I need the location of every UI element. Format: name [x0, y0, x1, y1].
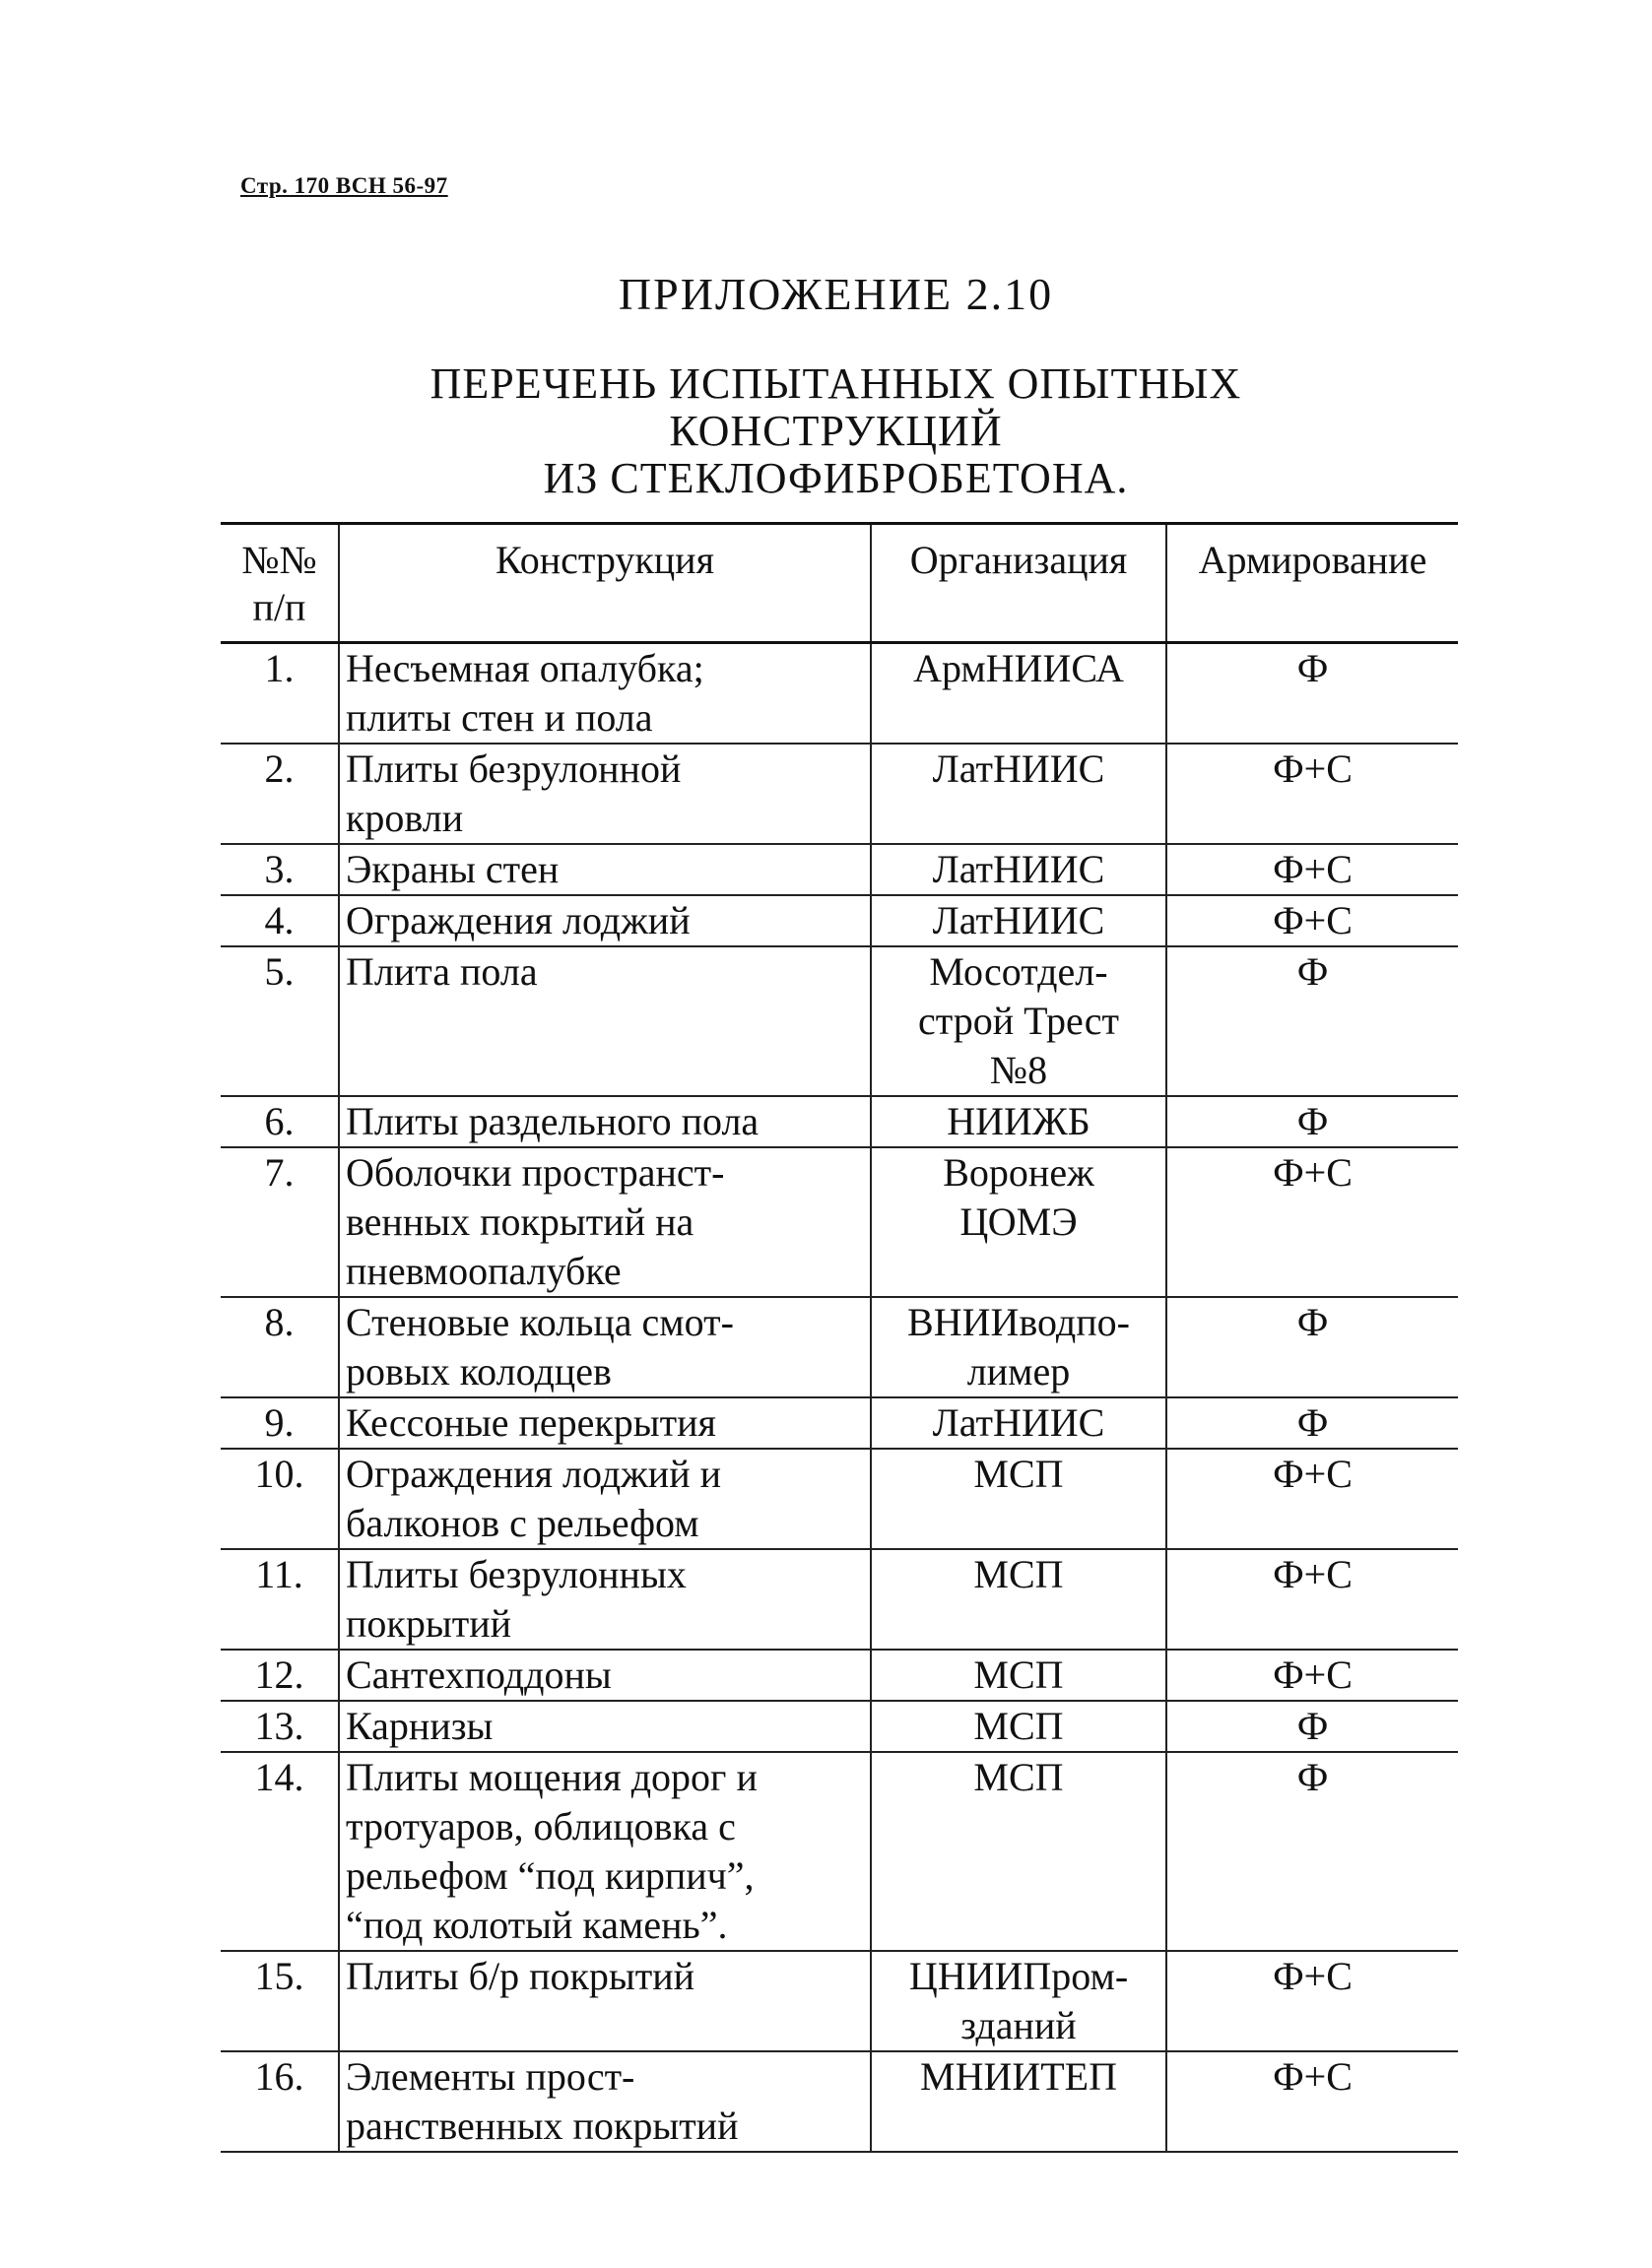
row-construction: [339, 844, 871, 895]
row-organization: [871, 744, 1166, 844]
row-number: 3.: [221, 844, 339, 895]
row-organization: [871, 1297, 1166, 1397]
organization-line: ЦОМЭ: [959, 1199, 1078, 1244]
row-number: 6.: [221, 1096, 339, 1147]
row-reinforcement: Ф: [1166, 1701, 1458, 1752]
table-row: [221, 1449, 1458, 1549]
construction-line: Плиты безрулонной: [346, 746, 682, 791]
organization-line: ЦНИИПром-: [908, 1954, 1129, 1998]
row-organization: [871, 2051, 1166, 2152]
row-organization: [871, 1147, 1166, 1297]
title-line: ПЕРЕЧЕНЬ ИСПЫТАННЫХ ОПЫТНЫХ: [430, 359, 1242, 408]
construction-line: ровых колодцев: [346, 1349, 612, 1393]
organization-line: ЛатНИИС: [932, 746, 1105, 791]
row-number: 10.: [221, 1449, 339, 1549]
row-number: 4.: [221, 895, 339, 946]
table-row: [221, 895, 1458, 946]
organization-line: Мосотдел-: [929, 949, 1108, 994]
construction-line: венных покрытий на: [346, 1199, 694, 1244]
row-construction: [339, 744, 871, 844]
table-row: [221, 844, 1458, 895]
row-organization: [871, 1449, 1166, 1549]
construction-line: тротуаров, облицовка с: [346, 1804, 736, 1848]
construction-line: Ограждения лоджий: [346, 898, 691, 942]
row-reinforcement: Ф+С: [1166, 844, 1458, 895]
row-reinforcement: Ф: [1166, 1297, 1458, 1397]
table-row: [221, 946, 1458, 1096]
row-construction: [339, 643, 871, 745]
row-number: 12.: [221, 1650, 339, 1701]
construction-line: Несъемная опалубка;: [346, 646, 704, 690]
row-number: 14.: [221, 1752, 339, 1951]
table-row: [221, 744, 1458, 844]
row-organization: [871, 1549, 1166, 1650]
construction-line: “под колотый камень”.: [346, 1903, 728, 1947]
row-number: 16.: [221, 2051, 339, 2152]
row-reinforcement: Ф+С: [1166, 1449, 1458, 1549]
organization-line: строй Трест: [917, 999, 1120, 1043]
construction-line: Плиты б/р покрытий: [346, 1954, 695, 1998]
header-organization: Организация: [871, 524, 1166, 643]
construction-line: Плиты мощения дорог и: [346, 1755, 758, 1799]
construction-line: ранственных покрытий: [346, 2104, 739, 2148]
row-reinforcement: Ф: [1166, 643, 1458, 745]
construction-line: Плиты безрулонных: [346, 1552, 687, 1596]
header-number-line: №№: [241, 538, 317, 582]
construction-line: рельефом “под кирпич”,: [346, 1853, 755, 1898]
row-number: 7.: [221, 1147, 339, 1297]
row-organization: [871, 643, 1166, 745]
page-reference: Стр. 170 ВСН 56-97: [240, 173, 448, 198]
row-number: 5.: [221, 946, 339, 1096]
row-reinforcement: Ф+С: [1166, 744, 1458, 844]
construction-line: Экраны стен: [346, 847, 560, 891]
header-number: [221, 524, 339, 643]
organization-line: МСП: [973, 1652, 1064, 1697]
construction-line: кровли: [346, 796, 464, 840]
row-reinforcement: Ф: [1166, 1397, 1458, 1449]
row-reinforcement: Ф+С: [1166, 1650, 1458, 1701]
table-row: [221, 1650, 1458, 1701]
construction-line: балконов с рельефом: [346, 1501, 699, 1545]
row-organization: [871, 1397, 1166, 1449]
construction-line: плиты стен и пола: [346, 695, 653, 740]
organization-line: АрмНИИСА: [913, 646, 1124, 690]
organization-line: зданий: [960, 2003, 1077, 2047]
organization-line: лимер: [966, 1349, 1071, 1393]
row-construction: [339, 1549, 871, 1650]
organization-line: МНИИТЕП: [920, 2054, 1117, 2099]
table-row: [221, 1752, 1458, 1951]
row-organization: [871, 1096, 1166, 1147]
row-reinforcement: Ф+С: [1166, 1147, 1458, 1297]
construction-line: Стеновые кольца смот-: [346, 1300, 734, 1344]
row-construction: [339, 1951, 871, 2051]
construction-line: пневмоопалубке: [346, 1249, 622, 1293]
row-construction: [339, 1096, 871, 1147]
title-line: ИЗ СТЕКЛОФИБРОБЕТОНА.: [543, 454, 1129, 502]
row-reinforcement: Ф: [1166, 1096, 1458, 1147]
document-title: [0, 360, 1652, 502]
row-organization: [871, 1650, 1166, 1701]
appendix-heading: ПРИЛОЖЕНИЕ 2.10: [618, 269, 1054, 319]
table-row: [221, 2051, 1458, 2152]
construction-line: Оболочки пространст-: [346, 1150, 725, 1195]
organization-line: №8: [989, 1048, 1048, 1092]
row-number: 9.: [221, 1397, 339, 1449]
row-construction: [339, 1650, 871, 1701]
organization-line: ВНИИводпо-: [907, 1300, 1130, 1344]
organization-line: МСП: [973, 1704, 1064, 1748]
table-row: [221, 1096, 1458, 1147]
table-row: [221, 1147, 1458, 1297]
organization-line: ЛатНИИС: [932, 898, 1105, 942]
row-construction: [339, 895, 871, 946]
row-reinforcement: Ф+С: [1166, 2051, 1458, 2152]
table-row: [221, 1701, 1458, 1752]
table-row: [221, 1397, 1458, 1449]
row-reinforcement: Ф+С: [1166, 895, 1458, 946]
row-construction: [339, 1449, 871, 1549]
construction-line: Плита пола: [346, 949, 538, 994]
organization-line: ЛатНИИС: [932, 847, 1105, 891]
construction-line: Элементы прост-: [346, 2054, 635, 2099]
organization-line: НИИЖБ: [947, 1099, 1090, 1143]
constructions-table: [221, 522, 1458, 2153]
construction-line: Карнизы: [346, 1704, 494, 1748]
organization-line: Воронеж: [943, 1150, 1094, 1195]
construction-line: Ограждения лоджий и: [346, 1452, 722, 1496]
header-reinforcement: Армирование: [1166, 524, 1458, 643]
table-header-row: [221, 524, 1458, 643]
row-construction: [339, 946, 871, 1096]
row-organization: [871, 895, 1166, 946]
organization-line: ЛатНИИС: [932, 1400, 1105, 1445]
construction-line: Сантехподдоны: [346, 1652, 612, 1697]
construction-line: Кессоные перекрытия: [346, 1400, 716, 1445]
table-row: [221, 643, 1458, 745]
row-reinforcement: Ф+С: [1166, 1951, 1458, 2051]
row-reinforcement: Ф: [1166, 946, 1458, 1096]
table-row: [221, 1297, 1458, 1397]
organization-line: МСП: [973, 1452, 1064, 1496]
row-number: 8.: [221, 1297, 339, 1397]
row-reinforcement: Ф+С: [1166, 1549, 1458, 1650]
table-row: [221, 1549, 1458, 1650]
row-number: 13.: [221, 1701, 339, 1752]
organization-line: МСП: [973, 1552, 1064, 1596]
row-organization: [871, 1701, 1166, 1752]
construction-line: покрытий: [346, 1601, 512, 1646]
title-line: КОНСТРУКЦИЙ: [669, 407, 1003, 455]
row-organization: [871, 844, 1166, 895]
row-reinforcement: Ф: [1166, 1752, 1458, 1951]
row-organization: [871, 1951, 1166, 2051]
row-number: 15.: [221, 1951, 339, 2051]
header-number-line: п/п: [252, 585, 306, 629]
row-construction: [339, 1297, 871, 1397]
construction-line: Плиты раздельного пола: [346, 1099, 760, 1143]
organization-line: МСП: [973, 1755, 1064, 1799]
row-organization: [871, 1752, 1166, 1951]
row-construction: [339, 1147, 871, 1297]
row-number: 11.: [221, 1549, 339, 1650]
header-construction: Конструкция: [339, 524, 871, 643]
table-row: [221, 1951, 1458, 2051]
row-construction: [339, 2051, 871, 2152]
row-number: 2.: [221, 744, 339, 844]
row-organization: [871, 946, 1166, 1096]
row-number: 1.: [221, 643, 339, 745]
row-construction: [339, 1701, 871, 1752]
row-construction: [339, 1397, 871, 1449]
table-body: [221, 643, 1458, 2153]
row-construction: [339, 1752, 871, 1951]
